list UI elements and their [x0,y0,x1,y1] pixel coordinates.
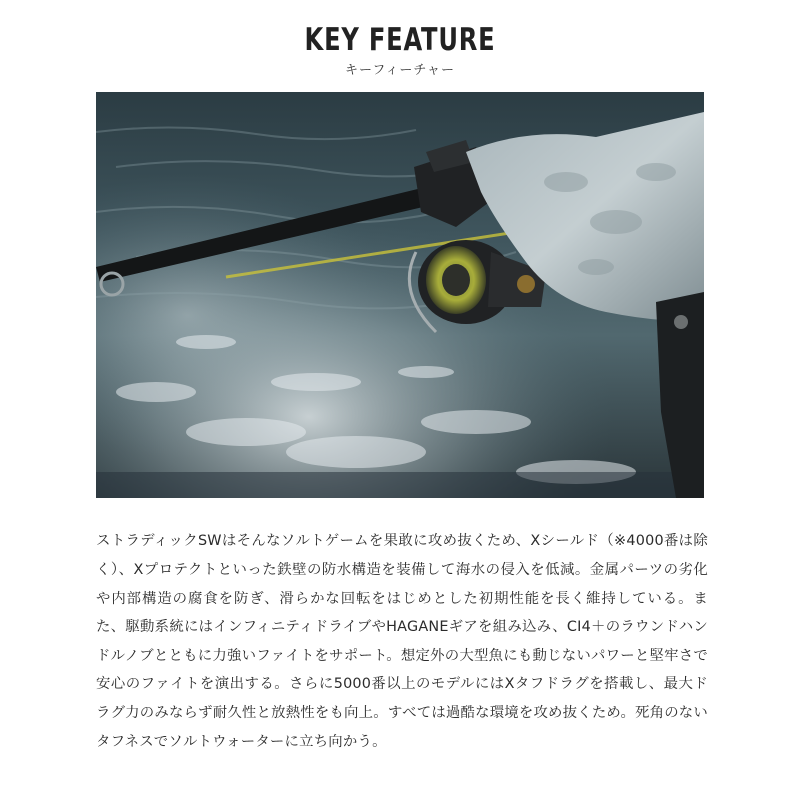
page-subtitle: キーフィーチャー [345,63,455,78]
feature-photo [96,92,704,498]
section-heading [0,18,800,80]
page-title: KEY FEATURE [304,22,496,58]
feature-description: ストラディックSWはそんなソルトゲームを果敢に攻め抜くため、Xシールド（※4000番は除く）、Xプロテクトといった鉄壁の防水構造を装備して海水の侵入を低減。金属パーツの劣化や内部構造の腐食を防ぎ、滑らかな回転をはじめとした初期性能を長く維持している。また、駆動系統にはインフィニティドライブやHAGANEギアを組み込み、CI4＋のラウンドハンドルノブとともに力強いファイトをサポート。想定外の大型魚にも動じないパワーと堅牢さで安心のファイトを演出する。さらに5000番以上のモデルにはXタフドラグを搭載し、最大ドラグ力のみならず耐久性と放熱性をも向上。すべては過酷な環境を攻め抜くため。死角のないタフネスでソルトウォーターに立ち向かう。 [96,533,708,750]
angler-reel-photo [96,92,704,498]
